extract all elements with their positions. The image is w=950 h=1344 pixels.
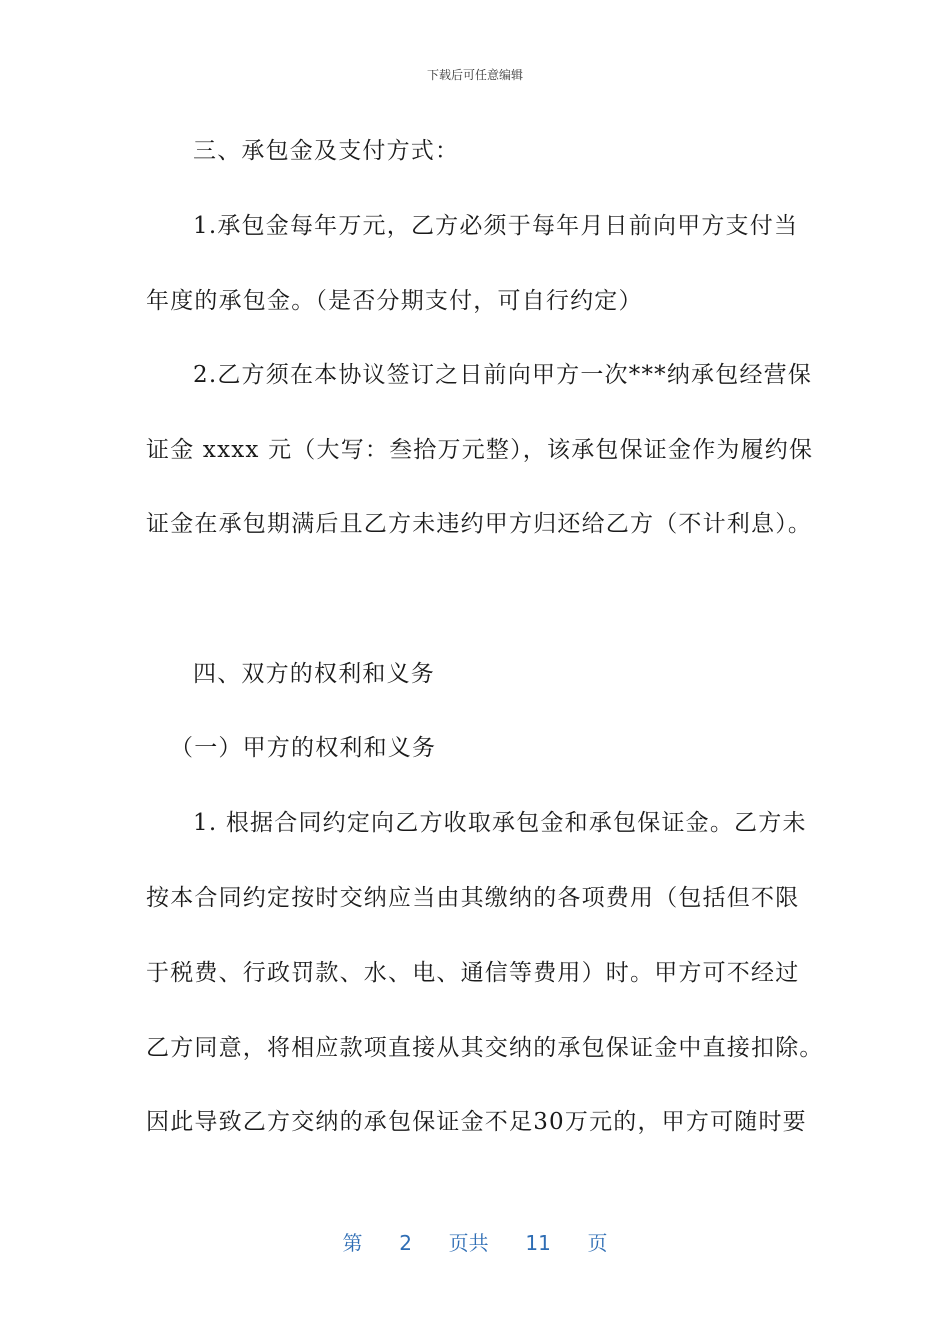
paragraph-line: 1. 根据合同约定向乙方收取承包金和承包保证金。乙方未	[193, 810, 807, 836]
paragraph-line: 于税费、行政罚款、水、电、通信等费用）时。甲方可不经过	[146, 960, 800, 986]
paragraph-line: 1.承包金每年万元，乙方必须于每年月日前向甲方支付当	[193, 213, 799, 239]
section-heading-4: 四、双方的权利和义务	[193, 661, 435, 687]
page-header: 下载后可任意编辑	[426, 68, 523, 82]
footer-prefix: 第	[342, 1231, 363, 1255]
subsection-heading: （一）甲方的权利和义务	[170, 735, 437, 761]
paragraph-line: 按本合同约定按时交纳应当由其缴纳的各项费用（包括但不限	[146, 885, 800, 911]
paragraph-line: 因此导致乙方交纳的承包保证金不足30万元的，甲方可随时要	[146, 1109, 807, 1135]
paragraph-line: 证金在承包期满后且乙方未违约甲方归还给乙方（不计利息）。	[146, 511, 813, 537]
footer-total-pages: 11	[525, 1231, 551, 1255]
paragraph-line: 证金 xxxx 元（大写：叁拾万元整），该承包保证金作为履约保	[146, 437, 814, 463]
footer-suffix: 页	[587, 1231, 608, 1255]
paragraph-line: 年度的承包金。（是否分期支付，可自行约定）	[146, 288, 643, 314]
footer-middle: 页共	[448, 1231, 489, 1255]
footer-page-number: 2	[399, 1231, 412, 1255]
paragraph-line: 2.乙方须在本协议签订之日前向甲方一次***纳承包经营保	[193, 362, 813, 388]
page-footer	[0, 1227, 950, 1256]
paragraph-line: 乙方同意，将相应款项直接从其交纳的承包保证金中直接扣除。	[146, 1035, 824, 1061]
section-heading-3: 三、承包金及支付方式：	[193, 138, 460, 164]
